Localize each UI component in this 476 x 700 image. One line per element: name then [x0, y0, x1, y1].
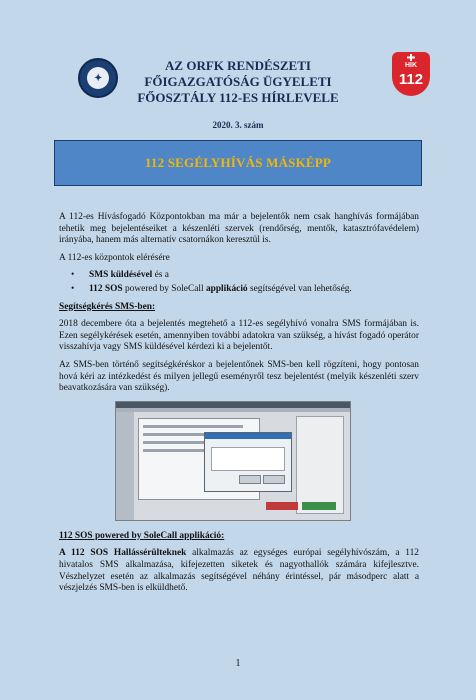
intro-paragraph: A 112-es Hívásfogadó Központokban ma már a bejelentők nem csak hanghívás formájában tehetik meg bejelentéseiket a készenléti szervek (rendőrség, mentők, katasztrófavédelem) irányába, hanem más alternatív csatornákon keresztül is. — [59, 212, 419, 246]
screenshot-sidebar — [116, 412, 134, 520]
access-intro: A 112-es központok elérésére — [59, 252, 170, 263]
screenshot-row — [143, 425, 243, 428]
list-item-text: powered by SoleCall — [122, 283, 206, 294]
app-heading: 112 SOS powered by SoleCall applikáció: — [59, 530, 225, 541]
emblem-mark-icon: ✦ — [94, 73, 103, 84]
dialog-text-area — [211, 447, 285, 471]
sms-paragraph-2: Az SMS-ben történő segítségkéréskor a bejelentőnek SMS-ben kell rögzíteni, hogy pontosan hová kéri az intézkedést és milyen jellegű eseményről tesz bejelentést (melyik készenléti szerv beavatkozására van szükség). — [59, 359, 419, 394]
orfk-emblem-logo — [78, 58, 118, 98]
sms-heading: Segítségkérés SMS-ben: — [59, 301, 156, 312]
logo-112-text: 112 — [398, 71, 424, 88]
newsletter-title — [120, 58, 356, 106]
screenshot-right-panel — [296, 416, 344, 514]
list-item-text: és a — [152, 270, 169, 281]
screenshot-row — [143, 449, 213, 452]
access-list — [59, 270, 419, 295]
app-paragraph-bold: A 112 SOS Hallássérülteknek — [59, 548, 187, 559]
list-item-bold: SMS küldésével — [89, 270, 153, 281]
list-item — [59, 270, 419, 282]
dialog-button — [263, 475, 285, 484]
app-paragraph — [59, 548, 419, 594]
logo-hik-text: HIK — [404, 62, 418, 69]
screenshot-green-button — [302, 502, 336, 510]
title-line-3: FŐOSZTÁLY 112-ES HÍRLEVELE — [137, 90, 339, 105]
list-item-text-2: segítségével van lehetőség. — [247, 283, 352, 294]
dialog-button — [239, 475, 261, 484]
banner-title: 112 SEGÉLYHÍVÁS MÁSKÉPP — [144, 155, 332, 170]
operator-software-screenshot — [115, 401, 351, 521]
cross-icon — [407, 54, 415, 61]
list-item-bold: 112 SOS — [89, 283, 123, 294]
list-item — [59, 284, 419, 296]
title-line-1: AZ ORFK RENDÉSZETI — [165, 58, 311, 73]
screenshot-red-button — [266, 502, 298, 510]
dialog-header — [205, 433, 291, 439]
page-number: 1 — [235, 658, 241, 669]
sms-paragraph-1: 2018 decembere óta a bejelentés megtehető a 112-es segélyhívó vonalra SMS formájában is. Ezen segélykérések esetén, amennyiben további adatokra van szükség, a hívást fogadó operátor visszahívja vagy SMS küldésével kérdezi ki a bejelentőt. — [59, 319, 419, 353]
list-item-bold-2: applikáció — [205, 283, 248, 294]
app-paragraph-text: alkalmazás az egységes európai segélyhívószám, a 112 hivatalos SMS alkalmazása, kifejezetten siketek és nagyothallók számára kifejlesztve. Vészhelyzet esetén az alkalmazás segítségével néhány érintéssel, pár másodperc alatt a vészjelzés SMS-ben is elküldhető. — [59, 548, 419, 594]
issue-number: 2020. 3. szám — [212, 120, 264, 130]
article-body — [59, 212, 419, 601]
screenshot-sms-dialog — [204, 432, 292, 492]
screenshot-toolbar — [116, 408, 350, 412]
title-line-2: FŐIGAZGATÓSÁG ÜGYELETI — [144, 74, 332, 89]
hik-112-logo — [392, 52, 430, 96]
title-banner — [54, 140, 422, 186]
